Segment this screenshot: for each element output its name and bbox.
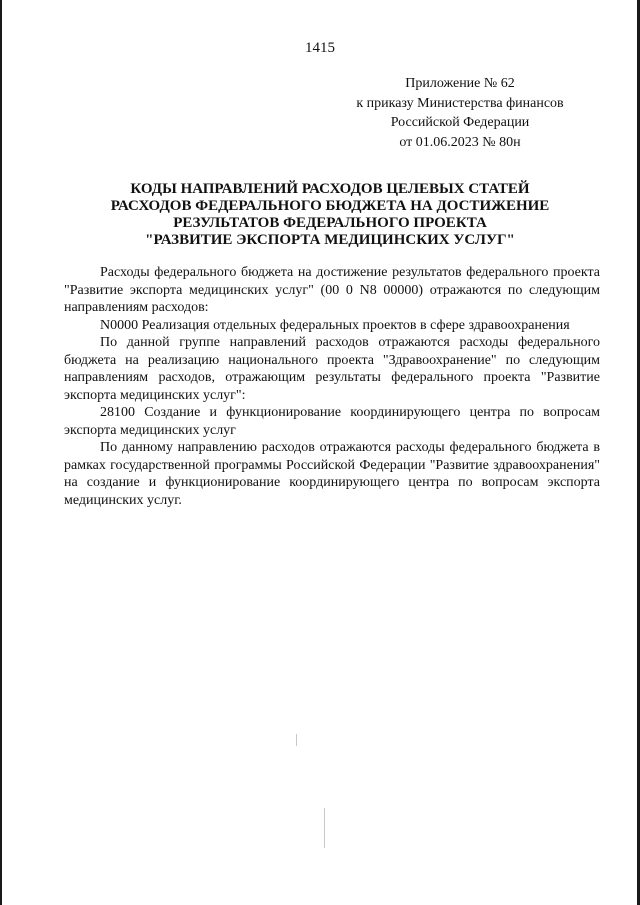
paragraph-direction-description: По данному направлению расходов отражаются расходы федерального бюджета в рамках государственной программы Российской Федерации "Развитие здравоохранения" на создание и функционирование координирующего центра по вопросам экспорта медицинских услуг. (64, 440, 600, 508)
title-line-1: КОДЫ НАПРАВЛЕНИЙ РАСХОДОВ ЦЕЛЕВЫХ СТАТЕЙ (130, 181, 530, 197)
document-body (64, 264, 600, 509)
paragraph-intro: Расходы федерального бюджета на достижение результатов федерального проекта "Развитие экспорта медицинских услуг" (00 0 N8 00000) отражаются по следующим направлениям расходов: (64, 265, 600, 315)
title-line-2: РАСХОДОВ ФЕДЕРАЛЬНОГО БЮДЖЕТА НА ДОСТИЖЕНИЕ (110, 198, 550, 214)
appendix-header (340, 74, 580, 152)
title-line-3: РЕЗУЛЬТАТОВ ФЕДЕРАЛЬНОГО ПРОЕКТА (173, 215, 487, 231)
scan-artifact-line (296, 734, 297, 746)
page-number: 1415 (305, 40, 335, 56)
paragraph-code-n0000: N0000 Реализация отдельных федеральных проектов в сфере здравоохранения (100, 317, 570, 333)
scan-edge-left (0, 0, 2, 905)
appendix-number: Приложение № 62 (405, 76, 515, 91)
appendix-ministry: Российской Федерации (390, 115, 530, 130)
appendix-order-ref: к приказу Министерства финансов (356, 95, 564, 111)
appendix-date: от 01.06.2023 № 80н (399, 134, 521, 150)
paragraph-code-28100: 28100 Создание и функционирование координирующего центра по вопросам экспорта медицинских услуг (64, 405, 600, 438)
title-line-4: "РАЗВИТИЕ ЭКСПОРТА МЕДИЦИНСКИХ УСЛУГ" (145, 232, 515, 248)
document-title (60, 181, 600, 249)
scan-artifact-line (324, 808, 325, 848)
paragraph-group-description: По данной группе направлений расходов отражаются расходы федерального бюджета на реализацию национального проекта "Здравоохранение" по следующим направлениям расходов, отражающим результаты федерального проекта "Развитие экспорта медицинских услуг": (64, 335, 600, 403)
